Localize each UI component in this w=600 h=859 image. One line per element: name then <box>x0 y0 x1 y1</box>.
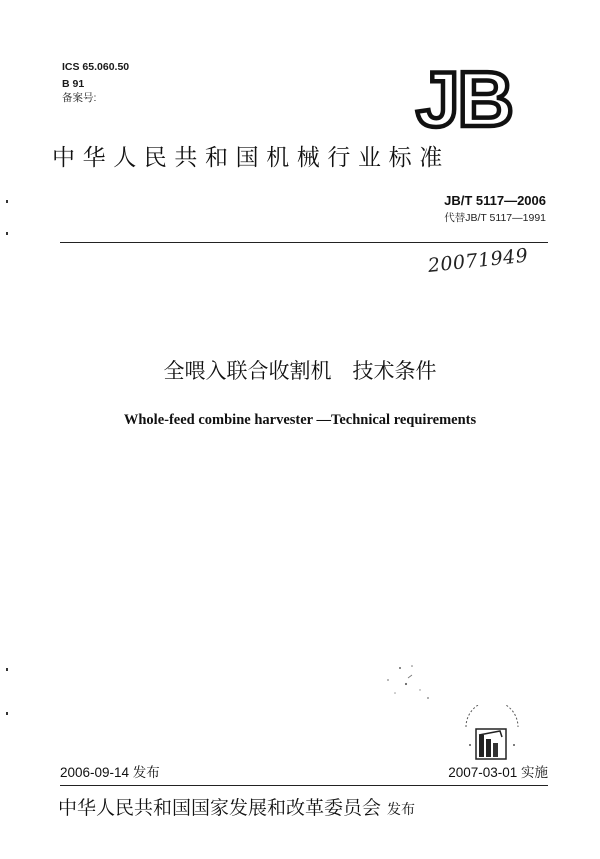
handwritten-number: 20071949 <box>426 244 530 277</box>
standard-number: JB/T 5117—2006 <box>444 193 546 208</box>
implementation-date: 2007-03-01 实施 <box>448 765 548 780</box>
standard-category-heading: 中华人民共和国机械行业标准 <box>52 145 450 171</box>
record-number-label: 备案号: <box>62 92 97 104</box>
margin-mark <box>6 668 8 671</box>
issuing-authority <box>58 795 558 823</box>
ics-code: ICS 65.060.50 <box>62 61 130 73</box>
header-divider <box>60 242 548 243</box>
scan-specks <box>370 660 440 710</box>
margin-mark <box>6 232 8 235</box>
margin-mark <box>6 200 8 203</box>
margin-mark <box>6 712 8 715</box>
jb-logo-text: JB <box>416 60 512 136</box>
issue-date: 2006-09-14 发布 <box>60 765 160 780</box>
publisher-seal-icon <box>460 705 524 765</box>
jb-logo <box>405 60 523 136</box>
replaced-standard: 代替JB/T 5117—1991 <box>444 212 546 224</box>
footer-divider <box>60 785 548 786</box>
issuer-action: 发布 <box>387 802 416 818</box>
document-title-chinese: 全喂入联合收割机 技术条件 <box>163 359 437 383</box>
classification-code: B 91 <box>62 78 85 90</box>
document-title-english: Whole-feed combine harvester —Technical requirements <box>123 412 477 428</box>
issuer-name: 中华人民共和国国家发展和改革委员会 <box>58 797 382 819</box>
